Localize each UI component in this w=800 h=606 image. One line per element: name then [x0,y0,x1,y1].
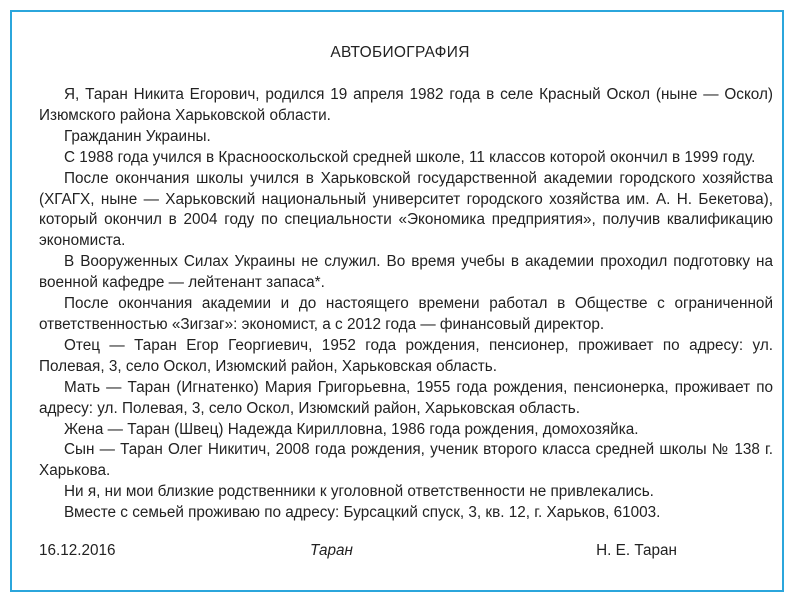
document-title: АВТОБИОГРАФИЯ [330,44,470,61]
paragraph-father: Отец — Таран Егор Георгиевич, 1952 года рождения, пенсионер, проживает по адресу: ул. Полевая, 3, село Оскол, Изюмский район, Харьковская область. [39,336,773,375]
paragraph-son: Сын — Таран Олег Никитич, 2008 года рождения, ученик второго класса средней школы № 138 г. Харькова. [39,441,773,480]
paragraph-birth: Я, Таран Никита Егорович, родился 19 апреля 1982 года в селе Красный Оскол (ныне — Оскол) Изюмского района Харьковской области. [39,86,773,124]
paragraph-academy: После окончания школы учился в Харьковской государственной академии городского хозяйства (ХГАГХ, ныне — Харьковский национальный университет городского хозяйства им. А. Н. Бекетова), который окончил в 2004 году по специальности «Экономика предприятия», получив квалификацию экономиста. [39,169,773,250]
paragraph-mother: Мать — Таран (Игнатенко) Мария Григорьевна, 1955 года рождения, пенсионерка, проживает по адресу: ул. Полевая, 3, село Оскол, Изюмский район, Харьковская область. [39,378,773,417]
paragraph-work: После окончания академии и до настоящего времени работал в Обществе с ограниченной ответственностью «Зигзаг»: экономист, а с 2012 года — финансовый директор. [39,295,773,333]
signer-name: Н. Е. Таран [596,542,677,559]
paragraph-criminal-record: Ни я, ни мои близкие родственники к уголовной ответственности не привлекались. [64,483,654,501]
paragraph-address: Вместе с семьей проживаю по адресу: Бурсацкий спуск, 3, кв. 12, г. Харьков, 61003. [64,504,661,522]
handwritten-signature: Таран [310,542,353,559]
paragraph-military: В Вооруженных Силах Украины не служил. Во время учебы в академии проходил подготовку на военной кафедре — лейтенант запаса*. [39,253,773,292]
document-body [39,85,773,524]
document-date: 16.12.2016 [39,542,116,559]
paragraph-school: С 1988 года учился в Краснооскольской средней школе, 11 классов которой окончил в 1999 году. [64,148,756,166]
paragraph-citizenship: Гражданин Украины. [64,127,211,145]
paragraph-wife: Жена — Таран (Швец) Надежда Кирилловна, 1986 года рождения, домохозяйка. [64,420,639,438]
